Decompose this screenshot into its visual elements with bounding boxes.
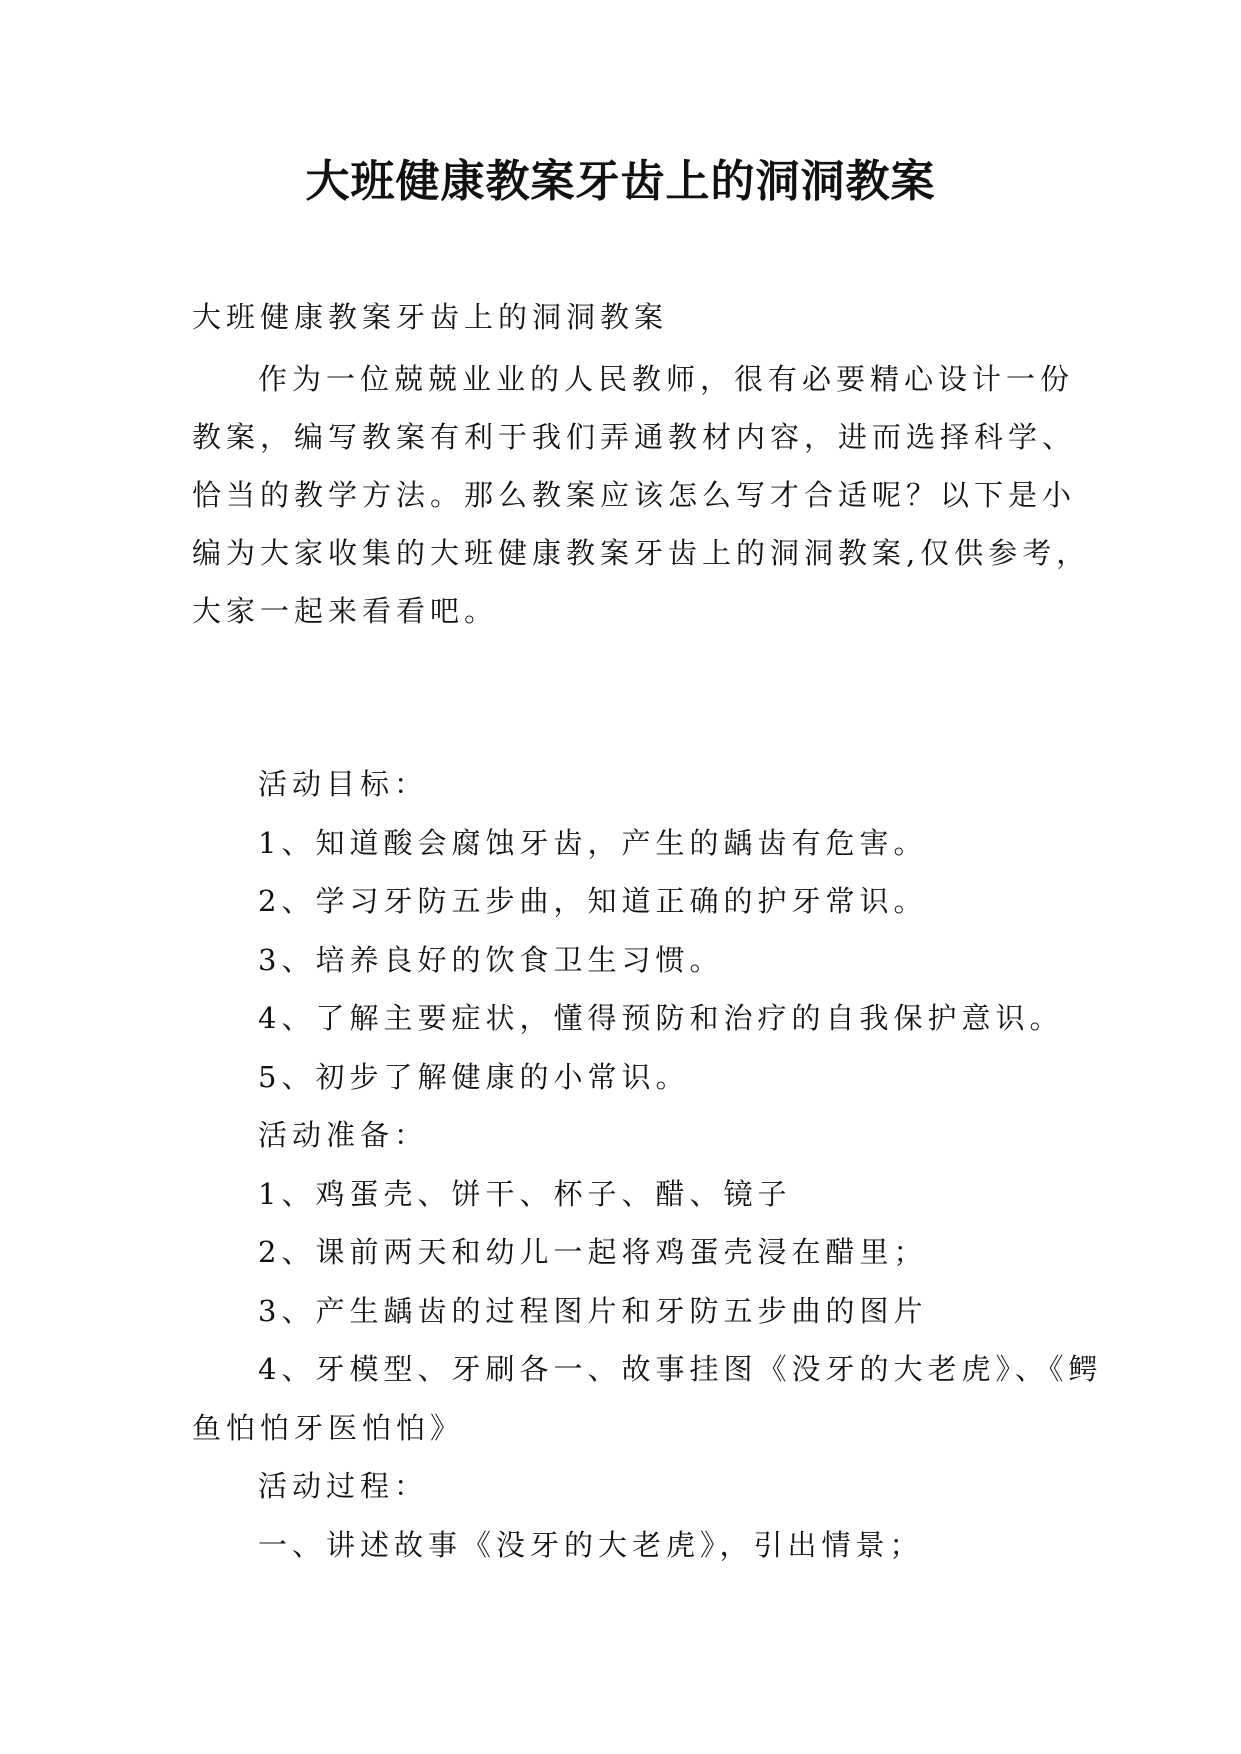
goal-item: 5、初步了解健康的小常识。	[258, 1059, 690, 1094]
preparation-item: 4、牙模型、牙刷各一、故事挂图《没牙的大老虎》、《鳄	[258, 1352, 1103, 1386]
intro-line: 大家一起来看看吧。	[192, 594, 499, 628]
preparation-item: 2、课前两天和幼儿一起将鸡蛋壳浸在醋里；	[258, 1235, 928, 1269]
goal-item: 1、知道酸会腐蚀牙齿，产生的龋齿有危害。	[258, 825, 928, 860]
lesson-body	[192, 755, 1103, 1574]
intro-paragraph	[192, 350, 1091, 640]
intro-line: 作为一位兢兢业业的人民教师，很有必要精心设计一份	[258, 362, 1075, 396]
intro-line: 编为大家收集的大班健康教案牙齿上的洞洞教案,仅供参考，	[192, 536, 1091, 570]
document-title: 大班健康教案牙齿上的洞洞教案	[305, 156, 936, 207]
process-step: 一、讲述故事《没牙的大老虎》，引出情景；	[258, 1527, 924, 1562]
section-heading-process: 活动过程：	[258, 1469, 429, 1503]
preparation-item: 1、鸡蛋壳、饼干、杯子、醋、镜子	[258, 1176, 792, 1211]
section-heading-preparation: 活动准备：	[258, 1118, 429, 1152]
intro-line: 恰当的教学方法。那么教案应该怎么写才合适呢？以下是小	[192, 478, 1077, 512]
preparation-item-continued: 鱼怕怕牙医怕怕》	[192, 1410, 465, 1445]
document-subtitle: 大班健康教案牙齿上的洞洞教案	[192, 300, 669, 334]
goal-item: 2、学习牙防五步曲，知道正确的护牙常识。	[258, 884, 928, 918]
goal-item: 4、了解主要症状，懂得预防和治疗的自我保护意识。	[258, 1001, 1064, 1035]
preparation-item: 3、产生龋齿的过程图片和牙防五步曲的图片	[258, 1293, 928, 1328]
intro-line: 教案，编写教案有利于我们弄通教材内容，进而选择科学、	[192, 420, 1077, 454]
section-heading-goals: 活动目标：	[258, 767, 429, 801]
goal-item: 3、培养良好的饮食卫生习惯。	[258, 942, 724, 977]
